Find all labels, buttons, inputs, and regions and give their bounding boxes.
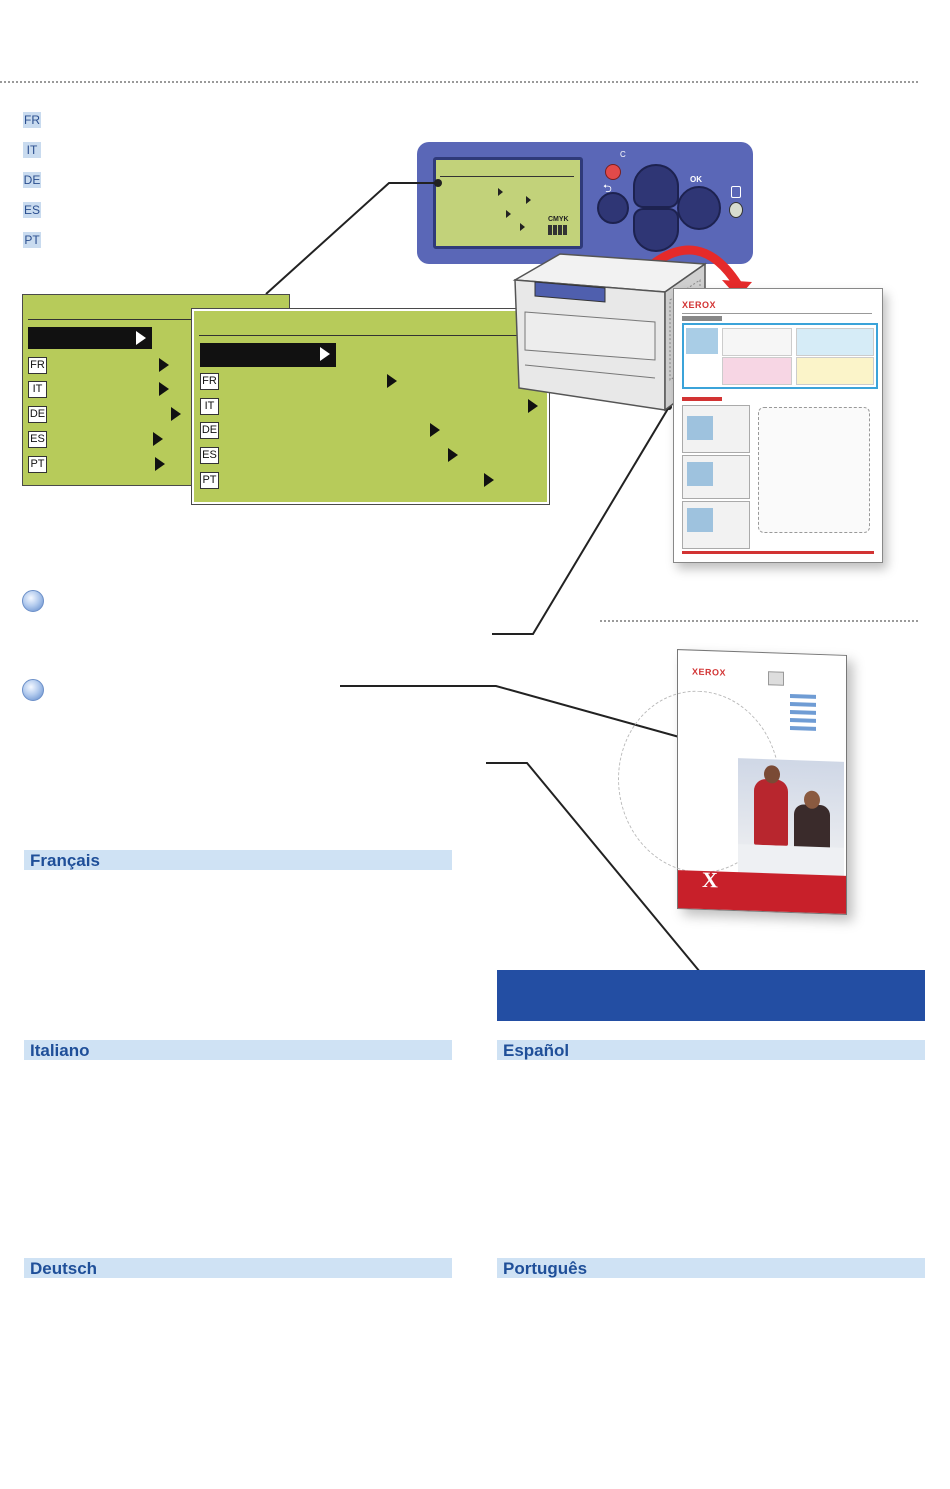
lcd-menu-2-item-pt: PT [200,472,219,489]
bullet-1-icon [22,590,44,612]
section-espanol [497,1040,925,1060]
booklet-x-logo: X [702,866,718,893]
section-deutsch-title: Deutsch [30,1259,98,1278]
back-arrow-icon: ⮌ [603,183,612,195]
lcd-menu-1-selected [28,327,152,349]
section-espanol-title: Español [503,1041,570,1060]
section-italiano-title: Italiano [30,1041,90,1060]
lang-tag-es: ES [23,203,40,217]
section-francais-title: Français [30,851,100,870]
lang-tag-de: DE [23,173,41,187]
ok-label: OK [690,175,702,184]
lcd-menu-1-item-fr: FR [28,357,47,374]
lang-tag-fr: FR [24,113,40,127]
blue-highlight-box [497,970,925,1021]
lcd-menu-1-item-pt: PT [28,456,47,473]
lcd-menu-2-item-de: DE [200,422,219,439]
section-francais [24,850,452,870]
user-guide-booklet [677,649,847,915]
section-deutsch [24,1258,452,1278]
quick-reference-sheet [673,288,883,563]
lcd-menu-2-selected [200,343,336,367]
section-italiano [24,1040,452,1060]
booklet-photo [738,758,844,882]
right-divider [600,620,918,622]
sheet-xerox-logo: XEROX [682,300,717,310]
lcd-menu-1-item-it: IT [28,381,47,398]
section-portugues-title: Português [503,1259,588,1278]
lcd-menu-2 [192,309,549,504]
section-portugues [497,1258,925,1278]
lcd-menu-2-item-it: IT [200,398,219,415]
lang-tag-it: IT [23,142,41,158]
booklet-xerox-logo: XEROX [692,666,727,678]
lcd-menu-2-item-fr: FR [200,373,219,390]
cancel-label: C [620,150,626,159]
cmyk-label: CMYK [548,216,569,223]
bullet-2-icon [22,679,44,701]
lang-tag-pt: PT [24,233,40,247]
lcd-menu-1-item-de: DE [28,406,47,423]
lcd-menu-2-item-es: ES [200,447,219,464]
lcd-menu-1-item-es: ES [28,431,47,448]
